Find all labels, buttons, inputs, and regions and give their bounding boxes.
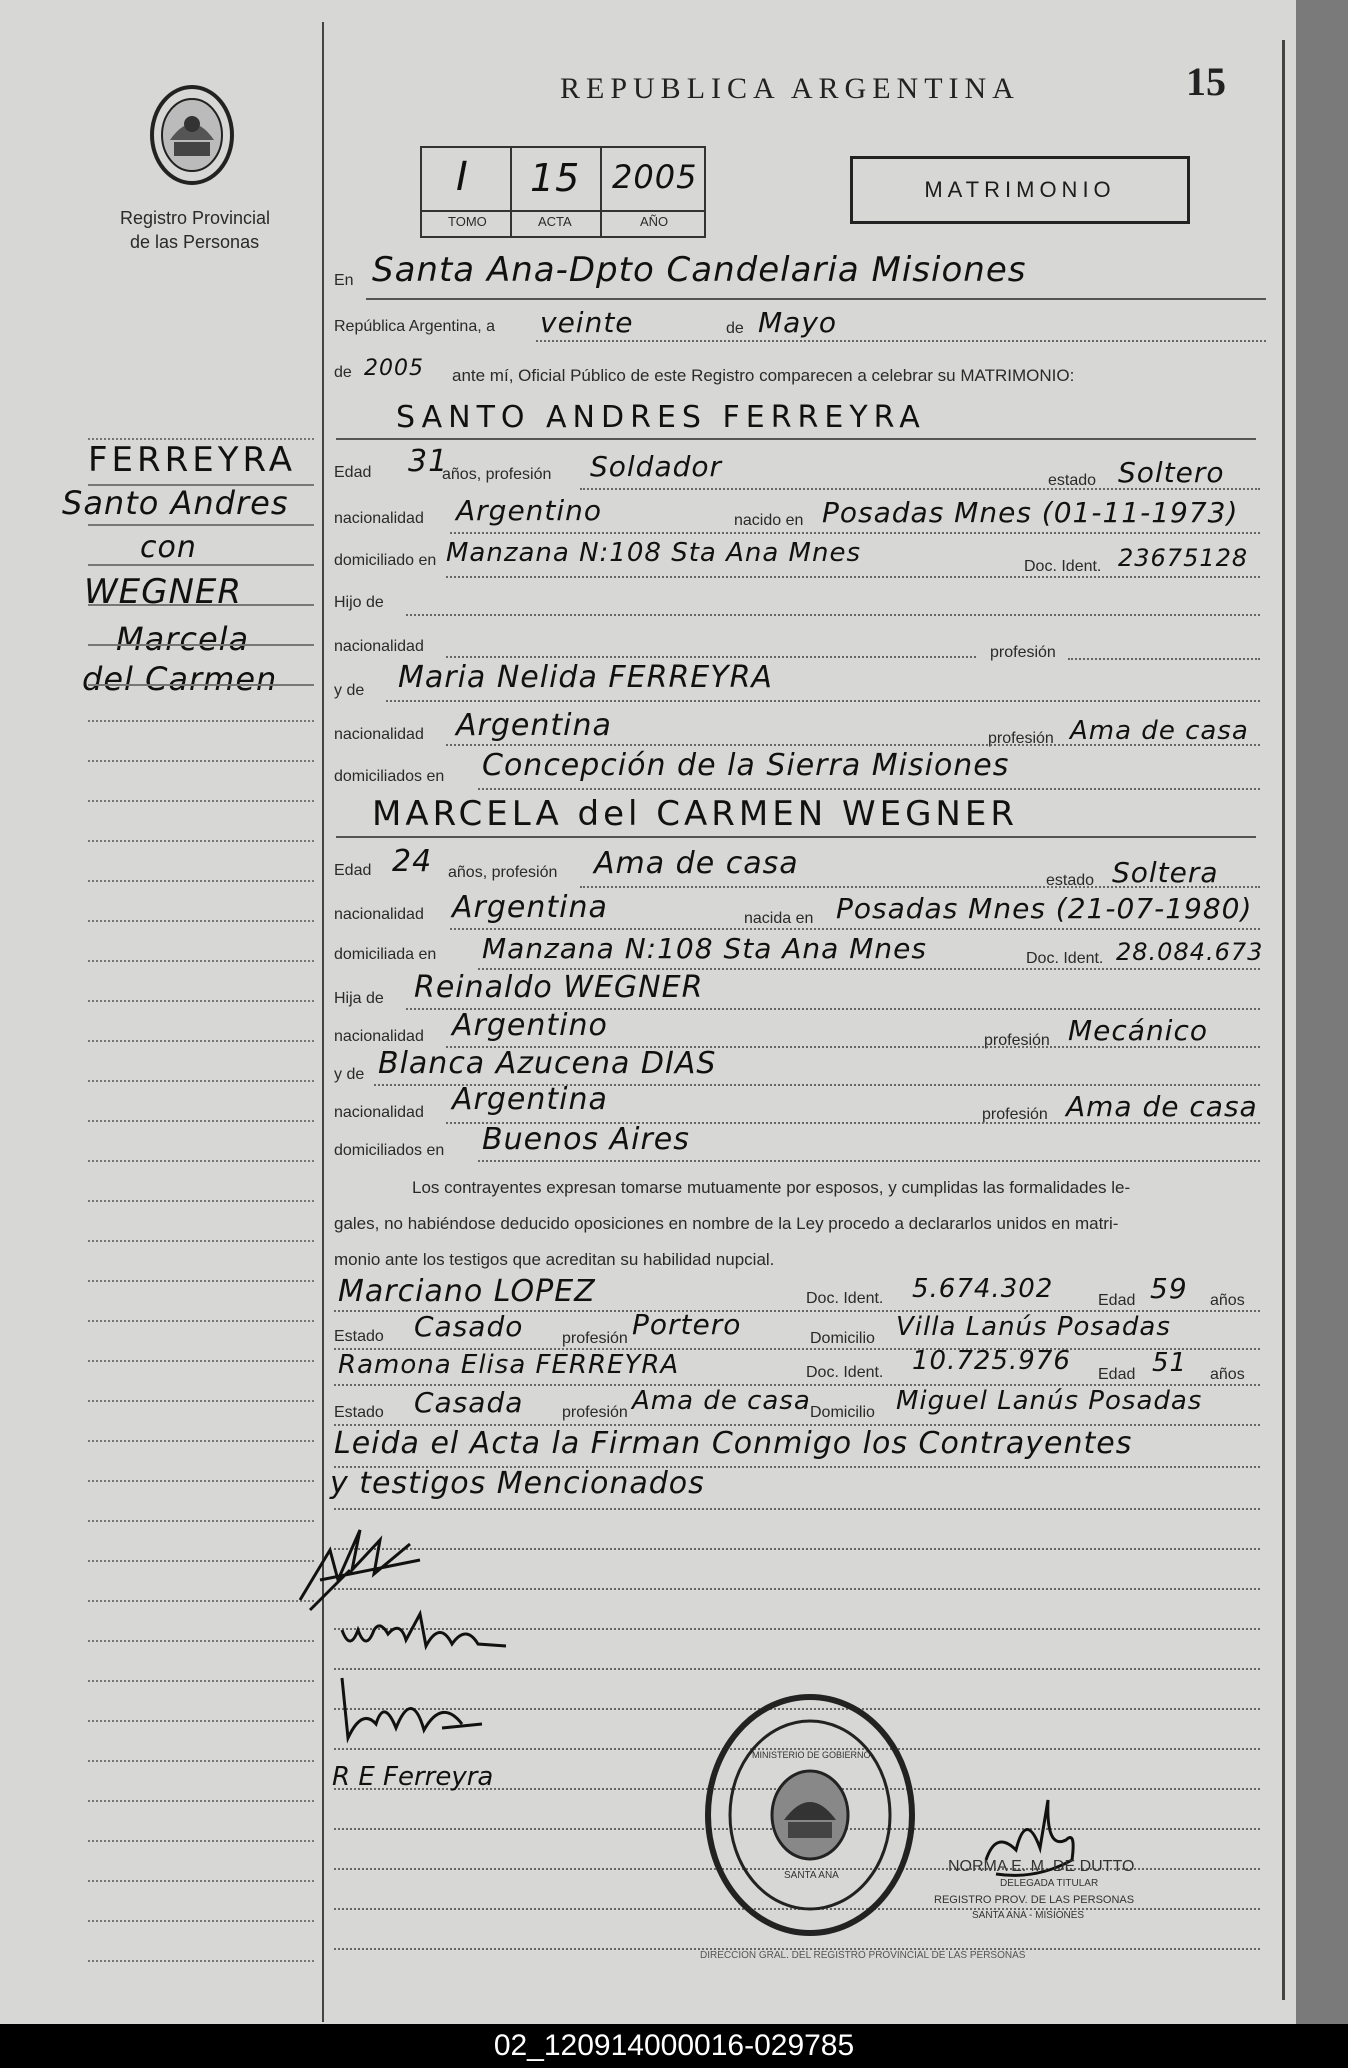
bride-birth: Posadas Mnes (21-07-1980): [836, 892, 1253, 925]
margin-rule: [88, 880, 314, 882]
page-edge: [1296, 0, 1348, 2068]
witness1-anos-label: años: [1210, 1292, 1245, 1309]
signature-witness2: R E Ferreyra: [332, 1762, 494, 1792]
rule: [536, 340, 1266, 342]
rule: [478, 788, 1260, 790]
stamp-inner-top: MINISTERIO DE GOBIERNO: [752, 1750, 871, 1760]
bride-prof2-label: profesión: [984, 1032, 1050, 1049]
rule: [1068, 658, 1260, 660]
margin-rule: [88, 1200, 314, 1202]
margin-rule: [88, 760, 314, 762]
margin-rule: [88, 1720, 314, 1722]
rule: [366, 298, 1266, 300]
rule: [446, 656, 976, 658]
body-rule: [334, 1508, 1260, 1510]
groom-nac3-label: nacionalidad: [334, 726, 424, 743]
bride-father: Reinaldo WEGNER: [414, 970, 704, 1005]
margin-rule: [88, 1800, 314, 1802]
marriage-month: Mayo: [758, 306, 838, 339]
witness2-profession: Ama de casa: [632, 1386, 811, 1416]
margin-rule: [88, 1440, 314, 1442]
bride-status: Soltera: [1112, 856, 1219, 889]
bride-dom-label: domiciliada en: [334, 946, 437, 963]
witness2-doc-label: Doc. Ident.: [806, 1364, 884, 1381]
groom-prof3-label: profesión: [988, 730, 1054, 747]
margin-rule: [88, 840, 314, 842]
margin-rule: [88, 1280, 314, 1282]
margin-bride-given2: del Carmen: [82, 660, 278, 698]
bride-nac2-label: nacionalidad: [334, 1028, 424, 1045]
bride-anos-label: años, profesión: [448, 864, 558, 881]
bride-name: MARCELA del CARMEN WEGNER: [372, 794, 1018, 834]
bride-profession: Ama de casa: [594, 846, 799, 881]
groom-nac-label: nacionalidad: [334, 510, 424, 527]
rule: [336, 438, 1256, 440]
bride-nacida-label: nacida en: [744, 910, 814, 927]
marriage-day: veinte: [540, 306, 634, 339]
bride-parents-address: Buenos Aires: [482, 1122, 690, 1157]
page-number: 15: [1186, 59, 1226, 104]
document-id-footer: 02_120914000016-029785: [0, 2024, 1348, 2068]
groom-doms-label: domiciliados en: [334, 768, 445, 785]
country-title: REPUBLICA ARGENTINA: [560, 72, 1020, 105]
margin-rule: [88, 1120, 314, 1122]
witness1-name: Marciano LOPEZ: [338, 1274, 596, 1309]
officer-name: NORMA E. M. DE DUTTO: [948, 1858, 1135, 1875]
margin-rule: [88, 1160, 314, 1162]
margin-rule: [88, 684, 314, 686]
groom-age: 31: [408, 444, 449, 479]
marriage-place: Santa Ana-Dpto Candelaria Misiones: [372, 250, 1027, 290]
ante-text: ante mí, Oficial Público de este Registro comparecen a celebrar su MATRIMONIO:: [452, 366, 1075, 385]
groom-nacido-label: nacido en: [734, 512, 804, 529]
witness2-address: Miguel Lanús Posadas: [896, 1386, 1203, 1416]
witness2-status: Casada: [414, 1386, 524, 1419]
margin-rule: [88, 1880, 314, 1882]
bride-edad-label: Edad: [334, 862, 372, 879]
margin-rule: [88, 1760, 314, 1762]
witness1-status: Casado: [414, 1310, 524, 1343]
ano-label: AÑO: [640, 214, 669, 229]
bride-mother: Blanca Azucena DIAS: [378, 1046, 717, 1081]
witness2-dom-label: Domicilio: [810, 1404, 875, 1421]
margin-rule: [88, 1960, 314, 1962]
margin-rule: [88, 1600, 314, 1602]
closing-line1: Leida el Acta la Firman Conmigo los Contrayentes: [334, 1426, 1133, 1461]
witness1-doc: 5.674.302: [912, 1274, 1054, 1304]
margin-rule: [88, 1360, 314, 1362]
witness1-edad-label: Edad: [1098, 1292, 1136, 1309]
record-type-label: MATRIMONIO: [924, 177, 1116, 202]
groom-yde-label: y de: [334, 682, 365, 699]
groom-estado-label: estado: [1048, 472, 1097, 489]
officer-title: DELEGADA TITULAR: [1000, 1878, 1099, 1889]
declaration-line2: gales, no habiéndose deducido oposiciones en nombre de la Ley procedo a declararlos unidos en matri-: [334, 1214, 1119, 1233]
signature-witness1: [332, 1668, 492, 1758]
marriage-year: 2005: [364, 356, 424, 381]
tomo-value: I: [456, 154, 469, 200]
stamp-ring-text: DIRECCION GRAL. DEL REGISTRO PROVINCIAL DE LAS PERSONAS: [700, 1950, 1026, 1961]
bride-age: 24: [392, 844, 433, 879]
closing-line2: y testigos Mencionados: [330, 1466, 705, 1501]
bride-nac-label: nacionalidad: [334, 906, 424, 923]
witness1-age: 59: [1150, 1272, 1188, 1305]
rule: [406, 614, 1260, 616]
margin-rule: [88, 1400, 314, 1402]
margin-rule: [88, 484, 314, 486]
rule: [450, 928, 1260, 930]
bride-mother-prof: Ama de casa: [1066, 1090, 1258, 1123]
registry-name-line2: de las Personas: [130, 232, 260, 252]
right-margin-rule: [1282, 40, 1285, 2000]
margin-con: con: [140, 530, 197, 565]
rule: [478, 1160, 1260, 1162]
margin-rule: [88, 564, 314, 566]
registry-name-line1: Registro Provincial: [120, 208, 271, 228]
margin-rule: [88, 604, 314, 606]
witness1-estado-label: Estado: [334, 1328, 384, 1345]
bride-address: Manzana N:108 Sta Ana Mnes: [482, 932, 927, 965]
left-margin-rule: [322, 22, 324, 2022]
margin-bride-surname: WEGNER: [84, 572, 242, 612]
signature-bride: [336, 1600, 516, 1670]
rule: [580, 886, 1260, 888]
registry-stamp: [700, 1690, 920, 1940]
acta-label: ACTA: [538, 214, 572, 229]
groom-parents-address: Concepción de la Sierra Misiones: [482, 748, 1010, 783]
margin-rule: [88, 1920, 314, 1922]
witness1-prof-label: profesión: [562, 1330, 628, 1347]
margin-rule: [88, 1320, 314, 1322]
groom-profession: Soldador: [590, 450, 723, 483]
margin-rule: [88, 720, 314, 722]
margin-groom-surname: FERREYRA: [88, 440, 297, 480]
province-seal: [144, 80, 240, 190]
margin-rule: [88, 1000, 314, 1002]
rule: [450, 532, 1260, 534]
groom-mother-prof: Ama de casa: [1070, 716, 1249, 746]
seal-icon: [144, 80, 240, 190]
bride-doc-label: Doc. Ident.: [1026, 950, 1104, 967]
republica-label: República Argentina, a: [334, 318, 495, 335]
witness2-prof-label: profesión: [562, 1404, 628, 1421]
declaration-line3: monio ante los testigos que acreditan su habilidad nupcial.: [334, 1250, 775, 1269]
groom-address: Manzana N:108 Sta Ana Mnes: [446, 538, 862, 568]
groom-dom-label: domiciliado en: [334, 552, 437, 569]
groom-birth: Posadas Mnes (01-11-1973): [822, 496, 1239, 529]
bride-prof3-label: profesión: [982, 1106, 1048, 1123]
groom-status: Soltero: [1118, 456, 1225, 489]
groom-anos-label: años, profesión: [442, 466, 552, 483]
witness1-profession: Portero: [632, 1308, 742, 1341]
margin-rule: [88, 960, 314, 962]
bride-estado-label: estado: [1046, 872, 1095, 889]
margin-rule: [88, 1520, 314, 1522]
witness2-name: Ramona Elisa FERREYRA: [338, 1350, 680, 1380]
body-rule: [334, 1548, 1260, 1550]
margin-groom-given: Santo Andres: [62, 484, 289, 522]
en-label: En: [334, 272, 354, 289]
body-rule: [334, 1588, 1260, 1590]
bride-nac3-label: nacionalidad: [334, 1104, 424, 1121]
margin-rule: [88, 1840, 314, 1842]
groom-prof2-label: profesión: [990, 644, 1056, 661]
margin-rule: [88, 1560, 314, 1562]
ano-value: 2005: [612, 158, 698, 196]
groom-name: SANTO ANDRES FERREYRA: [396, 400, 926, 435]
bride-doc: 28.084.673: [1116, 938, 1264, 966]
margin-rule: [88, 644, 314, 646]
groom-nac2-label: nacionalidad: [334, 638, 424, 655]
bride-doms-label: domiciliados en: [334, 1142, 445, 1159]
witness2-anos-label: años: [1210, 1366, 1245, 1383]
groom-nationality: Argentino: [456, 494, 603, 527]
rule: [446, 576, 1260, 578]
margin-rule: [88, 1080, 314, 1082]
officer-location: SANTA ANA - MISIONES: [972, 1910, 1085, 1921]
witness1-doc-label: Doc. Ident.: [806, 1290, 884, 1307]
rule: [386, 700, 1260, 702]
groom-hijo-label: Hijo de: [334, 594, 384, 611]
bride-father-nat: Argentino: [452, 1008, 608, 1043]
groom-edad-label: Edad: [334, 464, 372, 481]
witness1-address: Villa Lanús Posadas: [896, 1312, 1171, 1342]
de-label: de: [726, 320, 744, 337]
groom-mother-nat: Argentina: [456, 708, 612, 743]
acta-value: 15: [530, 156, 581, 200]
margin-rule: [88, 1680, 314, 1682]
witness2-edad-label: Edad: [1098, 1366, 1136, 1383]
record-type-box: [850, 156, 1190, 224]
witness1-dom-label: Domicilio: [810, 1330, 875, 1347]
rule: [580, 488, 1260, 490]
rule: [336, 836, 1256, 838]
groom-mother: Maria Nelida FERREYRA: [398, 660, 773, 695]
bride-nationality: Argentina: [452, 890, 608, 925]
margin-rule: [88, 524, 314, 526]
bride-father-prof: Mecánico: [1068, 1014, 1208, 1047]
witness2-doc: 10.725.976: [912, 1346, 1071, 1376]
groom-doc-label: Doc. Ident.: [1024, 558, 1102, 575]
margin-rule: [88, 800, 314, 802]
bride-mother-nat: Argentina: [452, 1082, 608, 1117]
officer-office: REGISTRO PROV. DE LAS PERSONAS: [934, 1894, 1135, 1906]
record-number-box: [420, 146, 706, 238]
groom-doc: 23675128: [1118, 544, 1249, 572]
stamp-inner-bottom: SANTA ANA: [784, 1870, 839, 1881]
margin-rule: [88, 1240, 314, 1242]
margin-rule: [88, 1480, 314, 1482]
margin-rule: [88, 1640, 314, 1642]
tomo-label: TOMO: [448, 214, 487, 229]
declaration-line1: Los contrayentes expresan tomarse mutuamente por esposos, y cumplidas las formalidades le-: [412, 1178, 1131, 1197]
margin-rule: [88, 1040, 314, 1042]
witness2-age: 51: [1152, 1348, 1188, 1378]
bride-yde-label: y de: [334, 1066, 365, 1083]
margin-rule: [88, 920, 314, 922]
witness2-estado-label: Estado: [334, 1404, 384, 1421]
bride-hija-label: Hija de: [334, 990, 384, 1007]
de2-label: de: [334, 364, 352, 381]
rule: [446, 744, 1260, 746]
margin-bride-given: Marcela: [116, 620, 250, 658]
